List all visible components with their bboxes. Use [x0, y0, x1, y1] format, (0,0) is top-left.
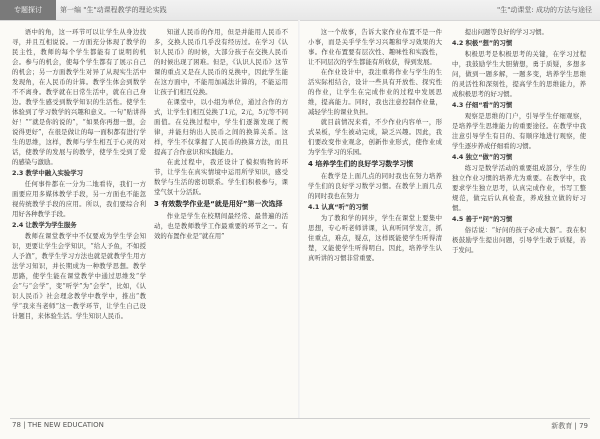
- subsection-heading: 4.5 善于“问”的习惯: [452, 215, 513, 223]
- text-column-4: [452, 27, 586, 412]
- paragraph: 俗话说：“好问的孩子必成大器”。我在积极鼓励学生提出问题，引导学生敢于质疑，善于发问。: [452, 226, 586, 254]
- text-column-2: [154, 27, 288, 412]
- subsection-heading: 2.3 教学中融入实验学习: [12, 169, 84, 177]
- header-right-title: "生"动课堂: 成功的方法与途径: [496, 6, 592, 14]
- header-left-title: 第一编 "生"动课程教学的理论实践: [60, 6, 167, 14]
- paragraph: 在作业设计中，我注重将作业与学生的生活实际相结合，设计一些具有开放性、探究性的作业，让学生在完成作业的过程中发展思维，提高能力。同时，我也注意控制作业量，减轻学生的课业负担。: [308, 68, 442, 116]
- paragraph: 提出问题等良好的学习习惯。: [464, 28, 548, 36]
- paragraph: 积极思考是积极思考的关键，在学习过程中，我鼓励学生大胆猜想，勇于质疑，多想多问，做到一题多解，一题多变，培养学生思维的灵活性和深刻性，提高学生的思维能力，养成积极思考的好习惯。: [452, 50, 586, 98]
- section-tab: 专题探讨: [0, 0, 56, 20]
- text-column-3: [308, 27, 442, 412]
- paragraph: 为了教和学的同步，学生在课堂上要集中思想，专心听老师讲课，认真听同学发言，抓住重点，难点，疑点，这样既能使学生听得清楚，又能使学生听得明白。因此，培养学生认真听讲的习惯非常重要。: [308, 214, 442, 262]
- subsection-heading: 4.1 认真“听”的习惯: [308, 203, 369, 211]
- paragraph: 这一个故事，告诉大家作业布置不是一件小事，而是关乎学生学习兴趣和学习效果的大事。作业布置要有层次性、趣味性和实践性，让不同层次的学生都能有所收获，得到发展。: [308, 28, 442, 66]
- page-gutter: [298, 20, 300, 418]
- footer-left-page-number: 78 | THE NEW EDUCATION: [12, 421, 104, 429]
- paragraph: 观察是思维的门户，引导学生仔细观察，是培养学生思维能力的重要途径。在教学中我注意引导学生有目的、有顺序地进行观察，使学生逐步养成仔细看的习惯。: [452, 112, 586, 150]
- paragraph: 语中的角，这一环节可以让学生从身边找寻，并且互相说说。一方面充分体现了教学的民主性，教师的每个学生都能有了说明的机会。参与的机会，使每个学生都有了展示自己的机会；另一方面教学生对异了从现实生活中发现角，在人民币的计算。教学生体会到数学不不离身。教学就在日常生活中，就在自己身边。教学生感受到数学知识的生活性。使学生体验到了学习数学的兴趣和意义。一句“贴讲得好！”“就是你的说的”，“如果你再想一想，会说得更好”，在很是做让的每一面积都有进行学生的思维，这样，教师与学生相互于心灵的对话，使教学的发展与的教学，使学生受到了爱的感染与激励。: [12, 28, 146, 166]
- paragraph: 知道人民币的作用，但是并能用人民币不多，交换人民币几乎没有经历过。在学习《认识人民币》的时候，大部分孩子在交换人民币的时候出现了困难。但是，《认识人民币》这节课的重点又是在人民币的兑换中，因此学生能在这方面中，不能用加减法计算的，不能运用让孩子们相互兑换。: [154, 28, 288, 96]
- text-column-1: [12, 27, 146, 412]
- paragraph: 在课堂中，以小组为单位，通过合作的方式，让学生们相互兑换了1元，2元，5元等不同面值。在兑换过程中，学生们逐渐发现了规律，并能归纳出人民币之间的换算关系。这样，学生不仅掌握了人民币的换算方法，而且提高了合作意识和实践能力。: [154, 98, 288, 156]
- paragraph: 就目前情况来看，不少作业内容单一，形式呆板，学生被动完成，缺乏兴趣。因此，我们要改变作业观念，创新作业形式，使作业成为学生学习的乐园。: [308, 118, 442, 156]
- paragraph: 在教学是上面几点的同时我也在努力培养学生们的良好学习数学习惯。在教学上面几点的同时我也在努力: [308, 172, 442, 200]
- subsection-heading: 4.2 积极“想”的习惯: [452, 39, 513, 47]
- subsection-heading: 4.3 仔细“看”的习惯: [452, 101, 513, 109]
- paragraph: 在此过程中，我还设计了模拟购物的环节，让学生在真实情境中运用所学知识，感受数学与生活的密切联系。学生们积极参与，课堂气氛十分活跃。: [154, 158, 288, 196]
- paragraph: 练习是数学活动的重要组成部分，学生的独立作业习惯的培养尤为重要。在教学中，我要求学生独立思考，认真完成作业，书写工整规范，做完后认真检查，养成独立做的好习惯。: [452, 164, 586, 212]
- footer-rule: [10, 418, 590, 419]
- paragraph: 作业是学生在校期间最经常、最普遍的活动，也是教师教学工作最重要的环节之一。有效的布置作业是“就在用”: [154, 212, 288, 240]
- section-heading: 4 培养学生们的良好学习数学习惯: [308, 160, 414, 168]
- paragraph: 教师在课堂教学中不仅要成为学生学会知识，更要让学生会学知识，“给人予鱼，不如授人予渔”，教学生学习方法也就是就教学生用方法学习知识，并长期成为一种教学思想。教学思路，使学生能在课堂教学中通过思维发“学会”与“会学”，变“听学”为“会学”，比如，《认识人民币》社会理念教学中教学中，推出“教学“我来当老师”这一教学环节，让学生自己设计题目，来体验生活。学生知识人民币。: [12, 232, 146, 320]
- paragraph: 任何事件都在一分为二地看待，我们一方面要应用多媒体教学手段，另一方面也不能忽视传统教学手段的应用。所以，我们要综合利用好各种教学手段。: [12, 180, 146, 218]
- subsection-heading: 4.4 独立“做”的习惯: [452, 153, 513, 161]
- section-heading: 3 有效数学作业是“就是用好”第一次选择: [154, 200, 283, 208]
- subsection-heading: 2.4 让教学为学生服务: [12, 221, 77, 229]
- footer-right-page-number: 新教育 | 79: [551, 422, 588, 430]
- running-header: [0, 0, 600, 21]
